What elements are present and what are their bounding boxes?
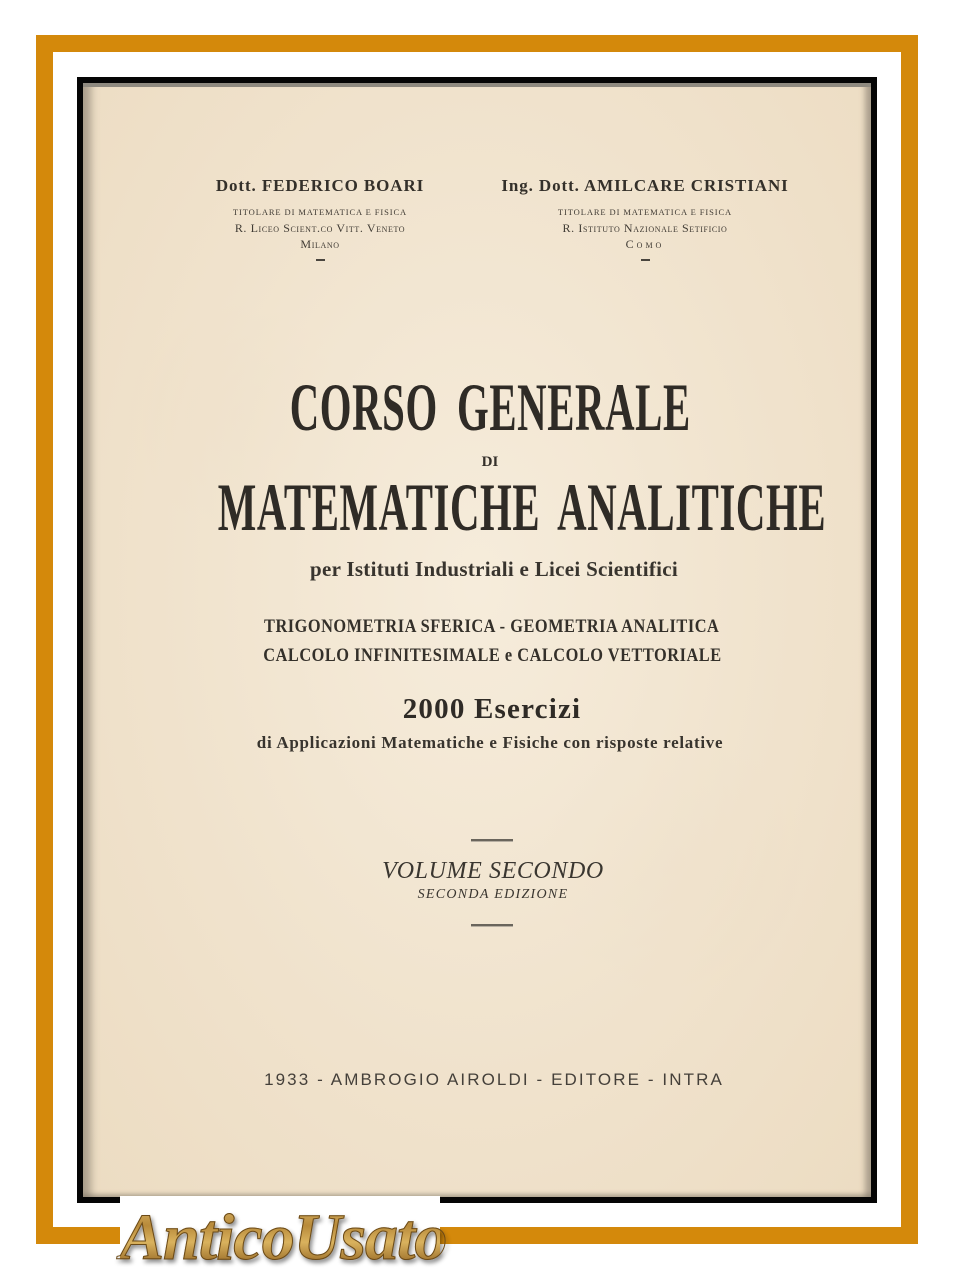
- topics-row-2: [15, 645, 954, 667]
- shop-logo-text: AnticoUsato: [120, 1196, 440, 1280]
- decorative-rule: [471, 924, 513, 927]
- subtitle: per Istituti Industriali e Licei Scientifici: [309, 557, 679, 581]
- topic-line: TRIGONOMETRIA SFERICA - GEOMETRIA ANALITICA: [264, 616, 720, 637]
- title-line-2-row: [15, 469, 954, 545]
- author-city: Milano: [300, 237, 340, 251]
- edition-label: SECONDA EDIZIONE: [417, 887, 569, 902]
- exercises-count: 2000 Esercizi: [402, 693, 582, 725]
- shop-logo: [120, 1196, 447, 1280]
- author-city: Como: [625, 237, 665, 251]
- title-line-1-row: [13, 369, 954, 445]
- author-name: Dott. FEDERICO BOARI: [215, 176, 425, 195]
- title-connector: DI: [481, 454, 499, 470]
- author-institution: R. Liceo Scient.co Vitt. Veneto: [234, 221, 406, 235]
- topic-line: CALCOLO INFINITESIMALE e CALCOLO VETTORIALE: [262, 645, 722, 666]
- author-name: Ing. Dott. AMILCARE CRISTIANI: [501, 176, 789, 195]
- author-block-right: [495, 176, 795, 261]
- author-role: TITOLARE DI MATEMATICA E FISICA: [557, 207, 733, 217]
- publisher-imprint: 1933 - AMBROGIO AIROLDI - EDITORE - INTRA: [264, 1070, 724, 1089]
- author-role: TITOLARE DI MATEMATICA E FISICA: [232, 207, 408, 217]
- volume-label: VOLUME SECONDO: [382, 858, 604, 884]
- separator-dash: [641, 259, 650, 261]
- author-institution: R. Istituto Nazionale Setificio: [562, 221, 728, 235]
- exercises-description: di Applicazioni Matematiche e Fisiche con risposte relative: [256, 733, 724, 752]
- decorative-rule: [471, 839, 513, 842]
- title-line-1: CORSO GENERALE: [289, 369, 691, 445]
- title-line-2: MATEMATICHE ANALITICHE: [217, 469, 827, 545]
- topics-row-1: [15, 616, 954, 638]
- author-block-left: [170, 176, 470, 261]
- separator-dash: [316, 259, 325, 261]
